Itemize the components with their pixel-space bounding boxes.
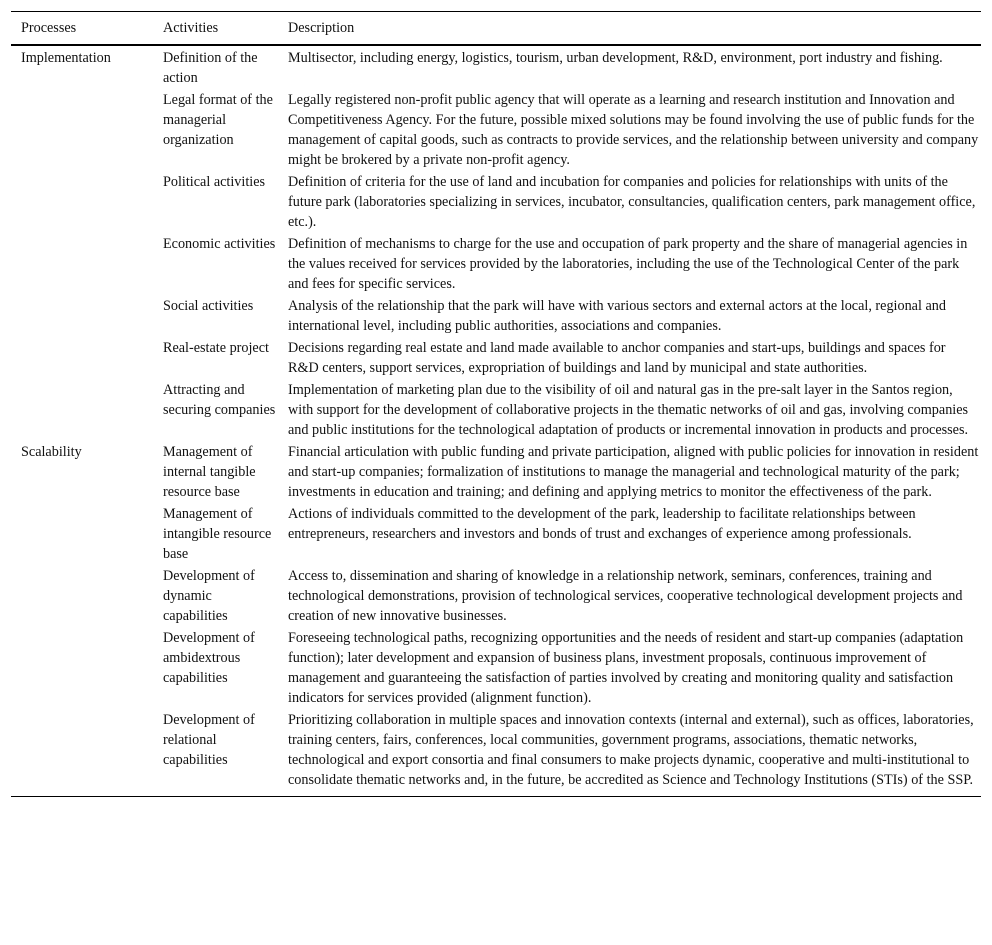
table-row bbox=[11, 45, 981, 89]
table-row bbox=[11, 233, 981, 295]
process-cell bbox=[11, 709, 153, 797]
description-cell: Prioritizing collaboration in multiple spaces and innovation contexts (internal and external), such as offices, laboratories, training centers, fairs, conferences, local communities, government programs, associations, thematic networks, technological and export consortia and final consumers to make projects dynamic, cooperative and multi-institutional to consolidate thematic networks and, in the future, be accredited as Science and Technology Institutions (STIs) of the SSP. bbox=[288, 712, 974, 788]
description-cell: Decisions regarding real estate and land made available to anchor companies and start-ups, buildings and spaces for R&D centers, support services, expropriation of buildings and land by municipal and state authorities. bbox=[288, 340, 946, 376]
description-cell: Definition of mechanisms to charge for the use and occupation of park property and the share of managerial agencies in the values received for services provided by the laboratories, including the use of the Technological Center of the park and fees for specific services. bbox=[288, 236, 968, 292]
process-cell bbox=[11, 565, 153, 627]
table-row bbox=[11, 503, 981, 565]
header-row bbox=[11, 12, 981, 46]
activity-cell: Attracting and securing companies bbox=[163, 382, 276, 418]
table-row bbox=[11, 441, 981, 503]
description-cell: Multisector, including energy, logistics, tourism, urban development, R&D, environment, port industry and fishing. bbox=[288, 50, 943, 66]
table-body bbox=[11, 45, 981, 797]
process-cell bbox=[11, 627, 153, 709]
process-cell bbox=[11, 89, 153, 171]
process-cell: Scalability bbox=[21, 444, 82, 460]
activity-cell: Development of dynamic capabilities bbox=[163, 568, 255, 624]
activity-cell: Development of ambidextrous capabilities bbox=[163, 630, 255, 686]
activity-cell: Economic activities bbox=[163, 236, 276, 252]
description-cell: Legally registered non-profit public agency that will operate as a learning and research institution and Innovation and Competitiveness Agency. For the future, possible mixed solutions may be found involving the use of public funds for the management of capital goods, such as contracts to provide services, and the relationship between university and company might be brokered by a private non-profit agency. bbox=[288, 92, 979, 168]
process-cell: Implementation bbox=[21, 50, 111, 66]
table-row bbox=[11, 565, 981, 627]
description-cell: Foreseeing technological paths, recognizing opportunities and the needs of resident and start-up companies (adaptation function); later development and expansion of business plans, investment proposals, continuous improvement of management and guaranteeing the satisfaction of parties involved by creating and monitoring quality and satisfaction indicators for services provided (alignment function). bbox=[288, 630, 964, 706]
activity-cell: Development of relational capabilities bbox=[163, 712, 255, 768]
activity-cell: Definition of the action bbox=[163, 50, 258, 86]
table-container bbox=[11, 11, 981, 797]
activity-cell: Management of intangible resource base bbox=[163, 506, 272, 562]
activity-cell: Social activities bbox=[163, 298, 254, 314]
activity-cell: Real-estate project bbox=[163, 340, 269, 356]
table-row bbox=[11, 295, 981, 337]
description-cell: Access to, dissemination and sharing of knowledge in a relationship network, seminars, conferences, training and technological demonstrations, provision of technological services, cooperative technological development projects and creation of new innovative businesses. bbox=[288, 568, 963, 624]
description-cell: Actions of individuals committed to the development of the park, leadership to facilitate relationships between entrepreneurs, researchers and investors and bonds of trust and exchanges of experience among professionals. bbox=[288, 506, 916, 542]
table-row bbox=[11, 89, 981, 171]
description-cell: Definition of criteria for the use of land and incubation for companies and policies for relationships with units of the future park (laboratories specializing in services, incubator, consultancies, qualification centers, park management office, etc.). bbox=[288, 174, 976, 230]
activity-cell: Management of internal tangible resource base bbox=[163, 444, 256, 500]
table-row bbox=[11, 379, 981, 441]
description-cell: Financial articulation with public funding and private participation, aligned with public policies for innovation in resident and start-up companies; formalization of institutions to manage the managerial and technological maturity of the park; investments in education and training; and defining and applying metrics to monitor the effectiveness of the park. bbox=[288, 444, 979, 500]
table-row bbox=[11, 709, 981, 797]
table-row bbox=[11, 171, 981, 233]
description-cell: Analysis of the relationship that the park will have with various sectors and external actors at the local, regional and international level, including public authorities, associations and companies. bbox=[288, 298, 946, 334]
header-processes: Processes bbox=[21, 20, 77, 36]
header-description: Description bbox=[288, 20, 355, 36]
header-activities: Activities bbox=[163, 20, 219, 36]
table-header bbox=[11, 12, 981, 46]
description-cell: Implementation of marketing plan due to the visibility of oil and natural gas in the pre-salt layer in the Santos region, with support for the development of collaborative projects in the thematic networks of oil and gas, involving companies and public institutions for the technological adaptation of products or incremental innovation in products and processes. bbox=[288, 382, 969, 438]
process-cell bbox=[11, 337, 153, 379]
activity-cell: Legal format of the managerial organization bbox=[163, 92, 273, 148]
table-row bbox=[11, 627, 981, 709]
processes-table bbox=[11, 11, 981, 797]
table-row bbox=[11, 337, 981, 379]
process-cell bbox=[11, 379, 153, 441]
process-cell bbox=[11, 503, 153, 565]
process-cell bbox=[11, 171, 153, 233]
process-cell bbox=[11, 295, 153, 337]
process-cell bbox=[11, 233, 153, 295]
activity-cell: Political activities bbox=[163, 174, 266, 190]
